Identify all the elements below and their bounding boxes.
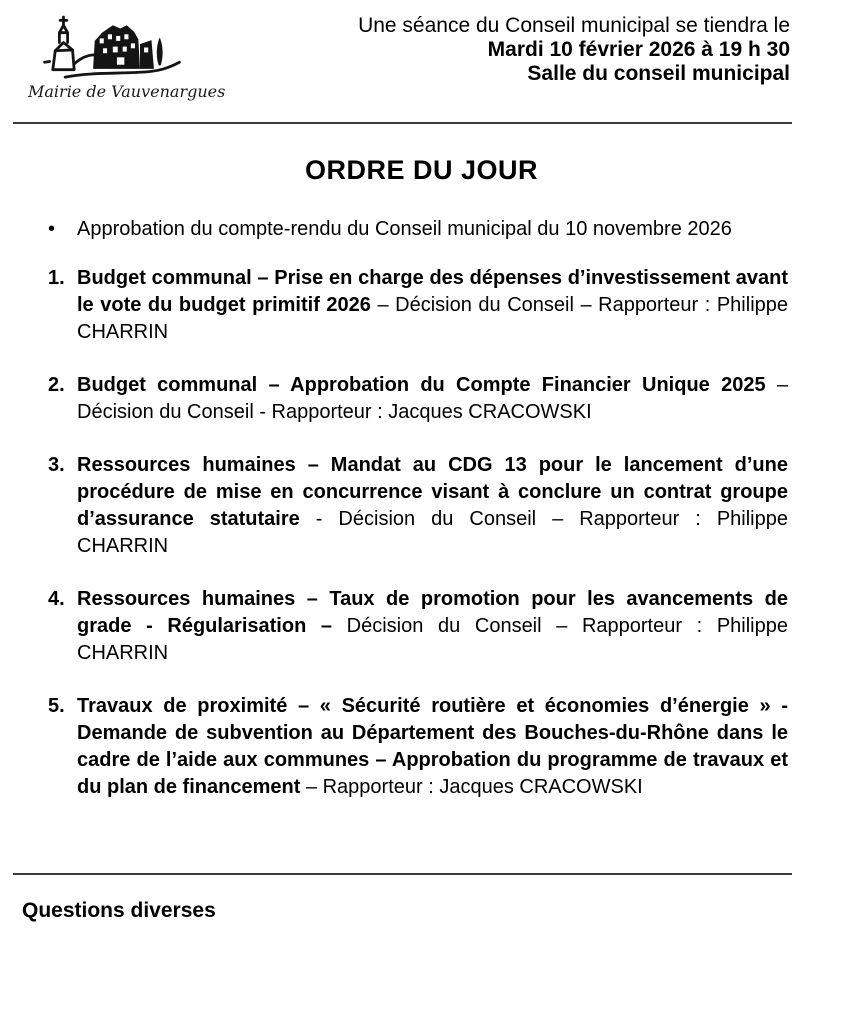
agenda-item-5 [48, 693, 788, 801]
item-number: 4. [48, 588, 65, 610]
item-detail: – Rapporteur : Jacques CRACOWSKI [300, 776, 643, 798]
item-detail: - Décision du Conseil – Rapporteur : Philippe CHARRIN [77, 508, 788, 557]
item-number: 5. [48, 695, 65, 717]
agenda-item-text [77, 452, 788, 560]
village-sketch-icon [28, 8, 196, 82]
document-header [0, 0, 843, 108]
top-divider [13, 122, 792, 124]
agenda-item-text [77, 265, 788, 346]
meeting-place: Salle du conseil municipal [527, 62, 790, 85]
item-number: 3. [48, 454, 65, 476]
item-subject: Budget communal – Prise en charge des dépenses d’investissement avant le vote du budget primitif 2026 [77, 267, 788, 316]
item-detail: Décision du Conseil – Rapporteur : Philippe CHARRIN [77, 615, 788, 664]
mairie-logo [28, 8, 226, 101]
agenda-item-text [77, 372, 788, 426]
agenda-bullet-text: Approbation du compte-rendu du Conseil municipal du 10 novembre 2026 [77, 218, 732, 240]
item-detail: – Décision du Conseil – Rapporteur : Philippe CHARRIN [77, 294, 789, 343]
agenda-item-2 [48, 372, 788, 426]
item-subject: Ressources humaines – Mandat au CDG 13 pour le lancement d’une procédure de mise en concurrence visant à conclure un contrat groupe d’assurance statutaire [77, 454, 788, 530]
agenda-bullet-item [48, 216, 788, 243]
item-detail: – Décision du Conseil - Rapporteur : Jacques CRACOWSKI [77, 374, 788, 423]
agenda-item-3 [48, 452, 788, 560]
agenda-list [48, 216, 788, 801]
bottom-divider [13, 873, 792, 875]
item-subject: Travaux de proximité – « Sécurité routière et économies d’énergie » - Demande de subvention au Département des Bouches-du-Rhône dans le cadre de l’aide aux communes – Approbation du programme de travaux et du plan de financement [77, 695, 788, 798]
meeting-announcement [358, 8, 790, 86]
logo-caption: Mairie de Vauvenargues [28, 82, 226, 101]
item-subject: Budget communal – Approbation du Compte Financier Unique 2025 [77, 374, 766, 396]
questions-diverses-heading: Questions diverses [22, 899, 216, 922]
item-number: 2. [48, 374, 65, 396]
meeting-date: Mardi 10 février 2026 à 19 h 30 [487, 38, 790, 61]
agenda-item-1 [48, 265, 788, 346]
page-title: ORDRE DU JOUR [304, 155, 539, 185]
agenda-item-4 [48, 586, 788, 667]
agenda-item-text [77, 693, 788, 801]
bullet-marker: • [48, 218, 56, 240]
agenda-item-text [77, 586, 788, 667]
item-subject: Ressources humaines – Taux de promotion pour les avancements de grade - Régularisation – [77, 588, 788, 637]
item-number: 1. [48, 267, 65, 289]
announcement-line: Une séance du Conseil municipal se tiendra le [358, 14, 790, 37]
